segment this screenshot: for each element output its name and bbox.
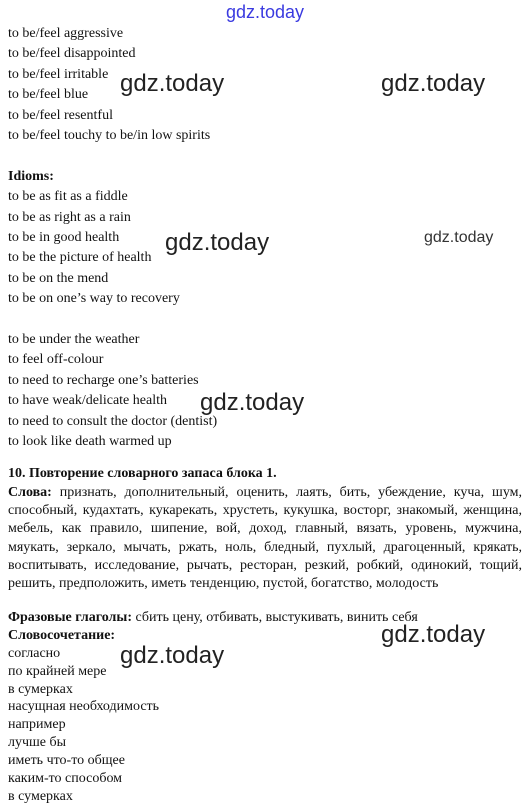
- words-paragraph: [8, 484, 522, 593]
- collocations-heading: Словосочетание:: [8, 628, 116, 643]
- feeling-item: to be/feel blue: [8, 87, 89, 102]
- idiom-item: to be as right as a rain: [8, 210, 131, 225]
- idioms-heading: Idioms:: [8, 169, 54, 184]
- watermark: gdz.today: [381, 70, 486, 97]
- phrasal-line: [8, 609, 418, 627]
- collocation-item: согласно: [8, 646, 61, 661]
- collocation-item: в сумерках: [8, 682, 73, 697]
- watermark: gdz.today: [200, 389, 305, 416]
- health-item: to be under the weather: [8, 332, 140, 347]
- collocation-item: насущная необходимость: [8, 699, 160, 714]
- watermark: gdz.today: [424, 229, 494, 246]
- feeling-item: to be/feel disappointed: [8, 46, 136, 61]
- watermark: gdz.today: [120, 642, 225, 669]
- idiom-item: to be on one’s way to recovery: [8, 291, 180, 306]
- health-item: to feel off-colour: [8, 352, 104, 367]
- feeling-item: to be/feel aggressive: [8, 26, 124, 41]
- phrasal-text: сбить цену, отбивать, выстукивать, винить себя: [135, 610, 418, 625]
- health-item: to look like death warmed up: [8, 434, 172, 449]
- collocation-item: например: [8, 717, 66, 732]
- idiom-item: to be in good health: [8, 230, 120, 245]
- collocation-item: каким-то способом: [8, 771, 123, 786]
- collocation-item: иметь что-то общее: [8, 753, 125, 768]
- words-label: Слова:: [8, 485, 52, 500]
- health-item: to need to recharge one’s batteries: [8, 373, 199, 388]
- watermark: gdz.today: [120, 70, 225, 97]
- idiom-item: to be as fit as a fiddle: [8, 189, 128, 204]
- watermark-top: gdz.today: [226, 2, 305, 22]
- feeling-item: to be/feel resentful: [8, 108, 113, 123]
- idiom-item: to be on the mend: [8, 271, 109, 286]
- phrasal-label: Фразовые глаголы:: [8, 610, 132, 625]
- collocation-item: в сумерках: [8, 789, 73, 804]
- feeling-item: to be/feel irritable: [8, 67, 109, 82]
- exercise-heading: 10. Повторение словарного запаса блока 1.: [8, 466, 277, 481]
- idiom-item: to be the picture of health: [8, 250, 152, 265]
- watermark: gdz.today: [381, 621, 486, 648]
- health-item: to need to consult the doctor (dentist): [8, 414, 218, 429]
- collocation-item: лучше бы: [8, 735, 67, 750]
- health-item: to have weak/delicate health: [8, 393, 167, 408]
- watermark: gdz.today: [165, 229, 270, 256]
- collocation-item: по крайней мере: [8, 664, 107, 679]
- feeling-item: to be/feel touchy to be/in low spirits: [8, 128, 211, 143]
- words-text: признать, дополнительный, оценить, лаять, бить, убеждение, куча, шум, способный, кудахтать, кукарекать, хрустеть, кукушка, восторг, знакомый, женщина, мебель, как правило, шипение, вой, доход, главный, вязать, уровень, мужчина, мяукать, зеркало, мычать, ржать, ноль, бледный, пухлый, драгоценный, крякать, воспитывать, исследование, рычать, ресторан, резкий, робкий, одинокий, тощий, решить, предположить, иметь тенденцию, пустой, богатство, молодость: [8, 485, 522, 592]
